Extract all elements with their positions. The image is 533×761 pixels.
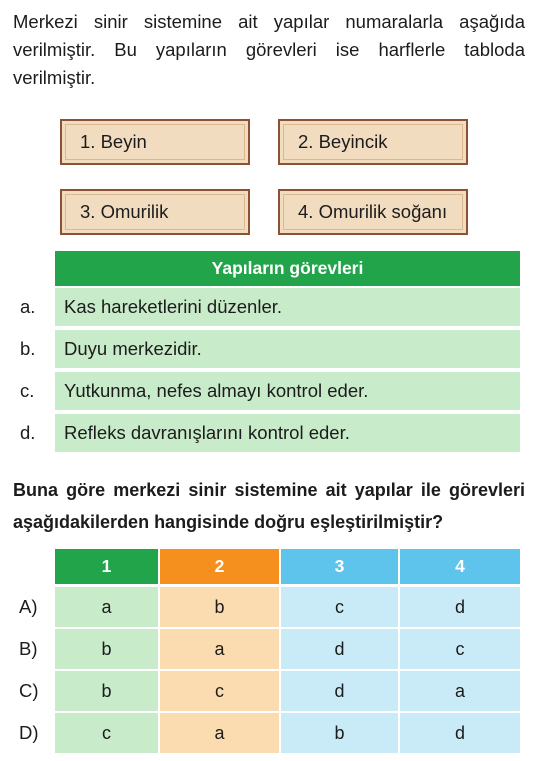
answer-cell: c bbox=[281, 587, 398, 627]
task-row bbox=[0, 330, 533, 368]
answer-cell: d bbox=[400, 587, 520, 627]
structure-box-4: 4. Omurilik soğanı bbox=[278, 189, 468, 235]
answer-header-3: 3 bbox=[281, 549, 398, 584]
answer-cell: d bbox=[281, 671, 398, 711]
structure-box-1: 1. Beyin bbox=[60, 119, 250, 165]
task-letter: a. bbox=[20, 296, 36, 317]
answer-cell: c bbox=[160, 671, 279, 711]
task-row bbox=[0, 414, 533, 452]
answer-cell: a bbox=[400, 671, 520, 711]
answer-cell: b bbox=[160, 587, 279, 627]
task-row bbox=[0, 288, 533, 326]
task-row bbox=[0, 372, 533, 410]
task-text: Yutkunma, nefes almayı kontrol eder. bbox=[55, 372, 520, 410]
answer-cell: d bbox=[281, 629, 398, 669]
task-letter: d. bbox=[20, 422, 36, 443]
answer-option-label[interactable]: C) bbox=[19, 680, 39, 701]
answer-cell: a bbox=[160, 713, 279, 753]
answer-cell: c bbox=[55, 713, 158, 753]
task-letter: b. bbox=[20, 338, 36, 359]
structure-box-3: 3. Omurilik bbox=[60, 189, 250, 235]
answer-header-1: 1 bbox=[55, 549, 158, 584]
tasks-table-header: Yapıların görevleri bbox=[55, 251, 520, 286]
answer-cell: a bbox=[55, 587, 158, 627]
question-text: Buna göre merkezi sinir sistemine ait yapılar ile görevleri aşağıdakilerden hangisinde doğru eşleştirilmiştir? bbox=[13, 480, 525, 532]
intro-text: Merkezi sinir sistemine ait yapılar numaralarla aşağıda verilmiştir. Bu yapıların görevleri ise harflerle tabloda verilmiştir. bbox=[13, 11, 525, 88]
answer-cell: c bbox=[400, 629, 520, 669]
task-text: Refleks davranışlarını kontrol eder. bbox=[55, 414, 520, 452]
answer-option-label[interactable]: A) bbox=[19, 596, 38, 617]
answer-cell: b bbox=[55, 629, 158, 669]
task-letter: c. bbox=[20, 380, 35, 401]
task-text: Kas hareketlerini düzenler. bbox=[55, 288, 520, 326]
answer-option-label[interactable]: D) bbox=[19, 722, 39, 743]
task-text: Duyu merkezidir. bbox=[55, 330, 520, 368]
answer-cell: d bbox=[400, 713, 520, 753]
answer-option-label[interactable]: B) bbox=[19, 638, 38, 659]
structure-box-2: 2. Beyincik bbox=[278, 119, 468, 165]
answer-header-4: 4 bbox=[400, 549, 520, 584]
answer-cell: a bbox=[160, 629, 279, 669]
answer-cell: b bbox=[281, 713, 398, 753]
answer-cell: b bbox=[55, 671, 158, 711]
answer-header-2: 2 bbox=[160, 549, 279, 584]
